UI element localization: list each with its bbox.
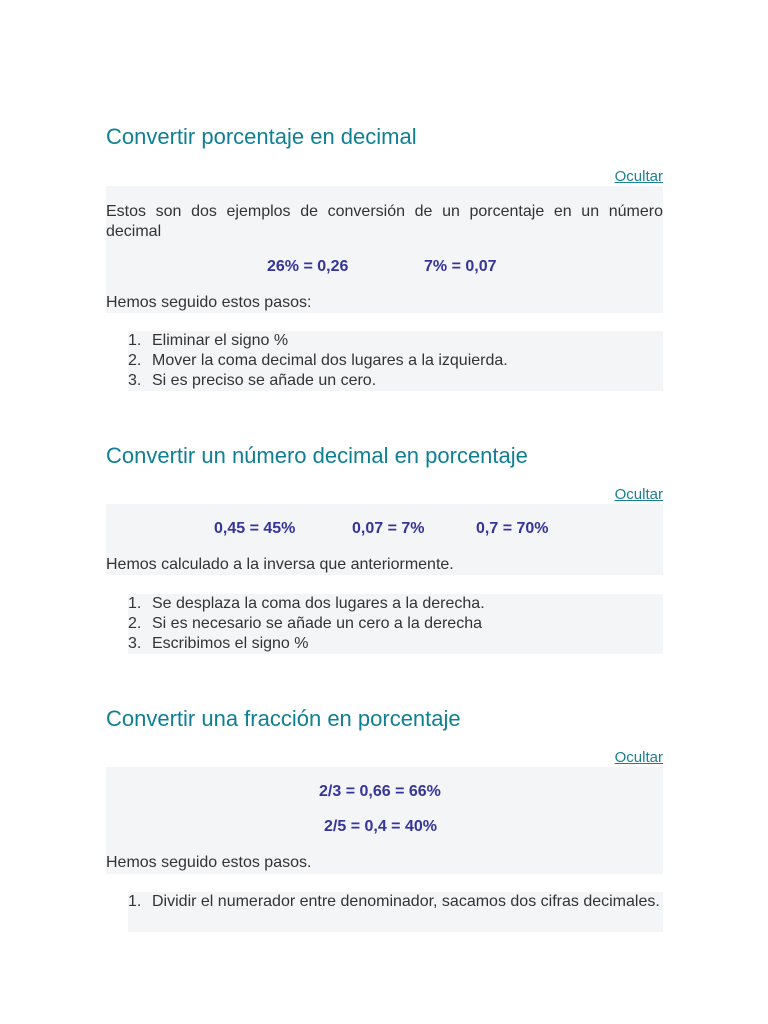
section-title: Convertir una fracción en porcentaje [106,706,461,731]
examples-row [106,519,663,539]
content-box [106,504,663,575]
step-text: Eliminar el signo % [152,332,289,349]
steps-list [128,892,663,932]
content-box [106,767,663,874]
section-title: Convertir porcentaje en decimal [106,124,417,149]
toggle-row [615,749,663,767]
intro-text: Estos son dos ejemplos de conversión de un porcentaje en un número decimal [106,203,663,240]
list-item [128,351,663,371]
section-fraction-to-percent [106,706,663,936]
example-formula: 26% = 0,26 [267,258,349,275]
examples-row [106,257,663,277]
list-item [128,371,663,391]
list-item [128,594,663,614]
step-number: 3. [128,635,142,652]
step-number: 1. [128,893,142,910]
step-text: Mover la coma decimal dos lugares a la izquierda. [152,352,508,369]
examples-row [106,817,663,837]
hide-link[interactable]: Ocultar [614,486,663,503]
list-item [128,614,663,634]
toggle-row [615,168,663,186]
step-text: Se desplaza la coma dos lugares a la derecha. [152,595,485,612]
hide-link[interactable]: Ocultar [614,749,663,766]
step-number: 1. [128,332,142,349]
step-text: Escribimos el signo % [152,635,309,652]
list-item [128,892,663,912]
steps-list [128,331,663,391]
toggle-row [615,486,663,504]
example-formula: 2/3 = 0,66 = 66% [319,783,441,800]
example-formula: 0,7 = 70% [476,520,549,537]
list-item [128,331,663,351]
examples-row [106,782,663,802]
content-box [106,186,663,313]
hide-link[interactable]: Ocultar [614,168,663,185]
step-text: Si es preciso se añade un cero. [152,372,377,389]
section-decimal-to-percent [106,443,663,658]
steps-intro-text: Hemos seguido estos pasos. [106,854,312,871]
step-text: Si es necesario se añade un cero a la derecha [152,615,482,632]
step-number: 1. [128,595,142,612]
steps-list [128,594,663,654]
step-number: 2. [128,352,142,369]
step-number: 2. [128,615,142,632]
step-number: 3. [128,372,142,389]
example-formula: 7% = 0,07 [424,258,497,275]
steps-intro-text: Hemos seguido estos pasos: [106,294,312,311]
example-formula: 2/5 = 0,4 = 40% [324,818,437,835]
section-title: Convertir un número decimal en porcentaje [106,443,528,468]
step-text: Dividir el numerador entre denominador, sacamos dos cifras decimales. [152,893,660,910]
example-formula: 0,07 = 7% [352,520,425,537]
example-formula: 0,45 = 45% [214,520,296,537]
list-item [128,634,663,654]
section-percent-to-decimal [106,124,663,394]
explanation-text: Hemos calculado a la inversa que anteriormente. [106,556,454,573]
